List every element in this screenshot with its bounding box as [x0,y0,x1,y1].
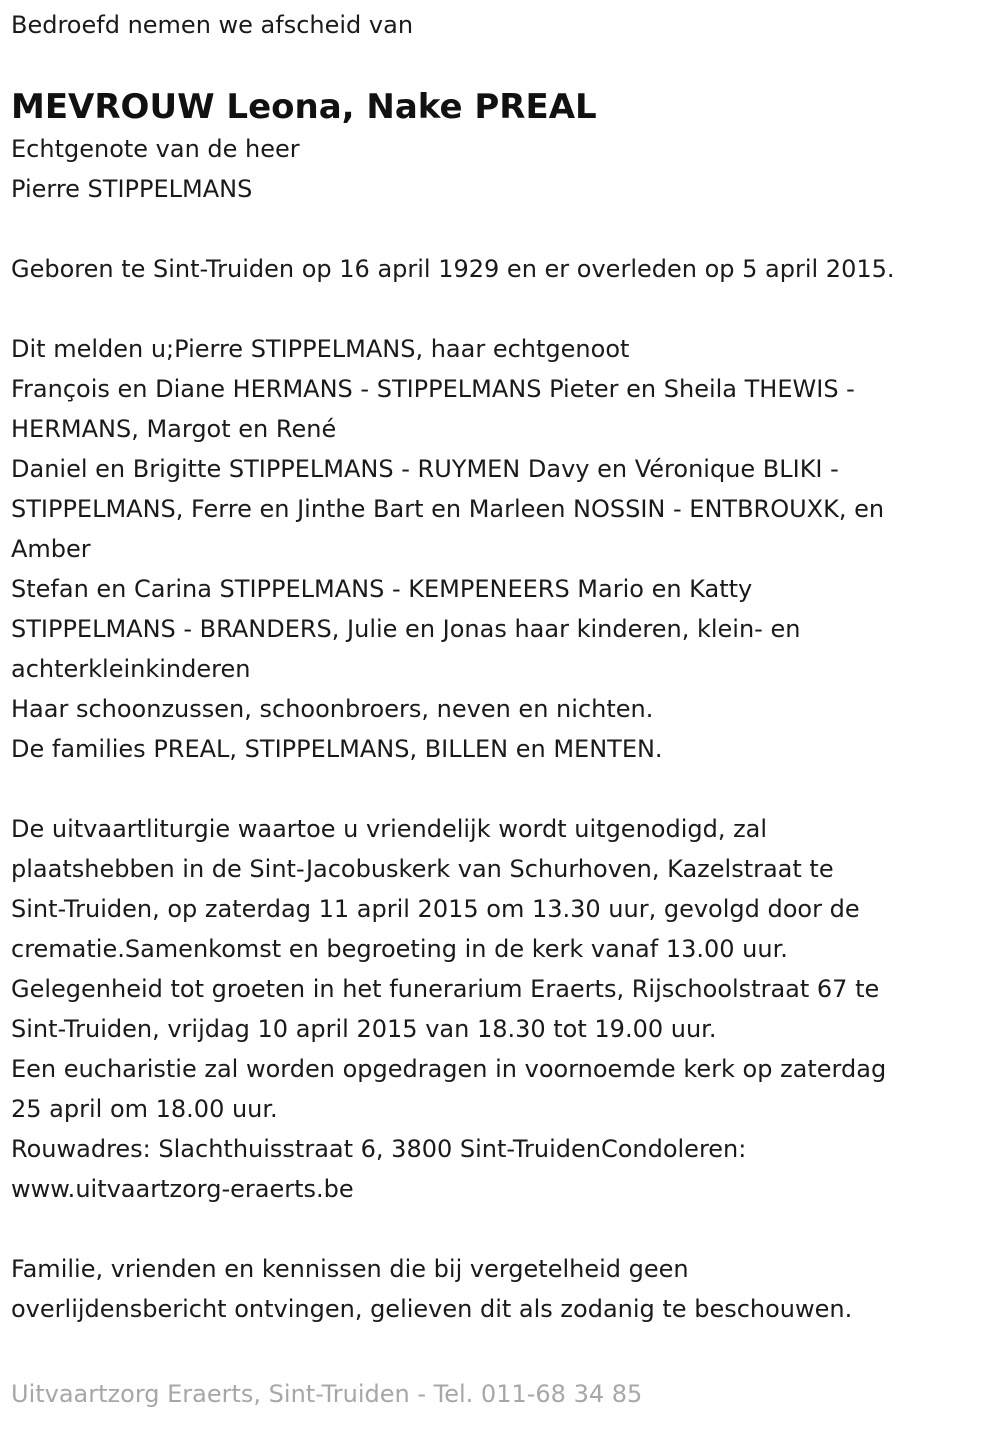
family-line: HERMANS, Margot en René [11,415,337,443]
intro-text: Bedroefd nemen we afscheid van [11,11,414,39]
closing-line: Familie, vrienden en kennissen die bij vergetelheid geen [11,1255,689,1283]
family-line: Daniel en Brigitte STIPPELMANS - RUYMEN Davy en Véronique BLIKI - [11,455,839,483]
family-line: Haar schoonzussen, schoonbroers, neven en nichten. [11,695,654,723]
family-block [11,329,991,769]
ceremony-line: crematie.Samenkomst en begroeting in de kerk vanaf 13.00 uur. [11,935,788,963]
ceremony-line: 25 april om 18.00 uur. [11,1095,278,1123]
website-line: www.uitvaartzorg-eraerts.be [11,1175,354,1203]
ceremony-line: plaatshebben in de Sint-Jacobuskerk van Schurhoven, Kazelstraat te [11,855,834,883]
family-line: STIPPELMANS - BRANDERS, Julie en Jonas haar kinderen, klein- en [11,615,801,643]
spouse-line: Echtgenote van de heer [11,135,300,163]
spacer [11,769,991,809]
family-line: achterkleinkinderen [11,655,251,683]
spouse-block [11,129,991,209]
deceased-name: MEVROUW Leona, Nake PREAL [11,87,597,127]
closing-block [11,1249,991,1329]
ceremony-line: Een eucharistie zal worden opgedragen in voornoemde kerk op zaterdag [11,1055,887,1083]
mourning-address-line: Rouwadres: Slachthuisstraat 6, 3800 Sint-TruidenCondoleren: [11,1135,747,1163]
family-line: François en Diane HERMANS - STIPPELMANS Pieter en Sheila THEWIS - [11,375,855,403]
closing-line: overlijdensbericht ontvingen, gelieven dit als zodanig te beschouwen. [11,1295,853,1323]
obituary-notice [11,8,991,1329]
ceremony-block [11,809,991,1209]
family-line: STIPPELMANS, Ferre en Jinthe Bart en Marleen NOSSIN - ENTBROUXK, en [11,495,885,523]
family-line: Amber [11,535,91,563]
spacer [11,289,991,329]
birth-death-text: Geboren te Sint-Truiden op 16 april 1929 en er overleden op 5 april 2015. [11,255,895,283]
spacer [11,209,991,249]
ceremony-line: De uitvaartliturgie waartoe u vriendelijk wordt uitgenodigd, zal [11,815,768,843]
ceremony-line: Gelegenheid tot groeten in het funerarium Eraerts, Rijschoolstraat 67 te [11,975,880,1003]
funeral-home-footer: Uitvaartzorg Eraerts, Sint-Truiden - Tel. 011-68 34 85 [11,1380,643,1408]
spacer [11,1209,991,1249]
ceremony-line: Sint-Truiden, vrijdag 10 april 2015 van 18.30 tot 19.00 uur. [11,1015,717,1043]
family-line: De families PREAL, STIPPELMANS, BILLEN en MENTEN. [11,735,663,763]
spouse-line: Pierre STIPPELMANS [11,175,253,203]
family-line: Dit melden u;Pierre STIPPELMANS, haar echtgenoot [11,335,630,363]
ceremony-line: Sint-Truiden, op zaterdag 11 april 2015 om 13.30 uur, gevolgd door de [11,895,860,923]
family-line: Stefan en Carina STIPPELMANS - KEMPENEERS Mario en Katty [11,575,753,603]
